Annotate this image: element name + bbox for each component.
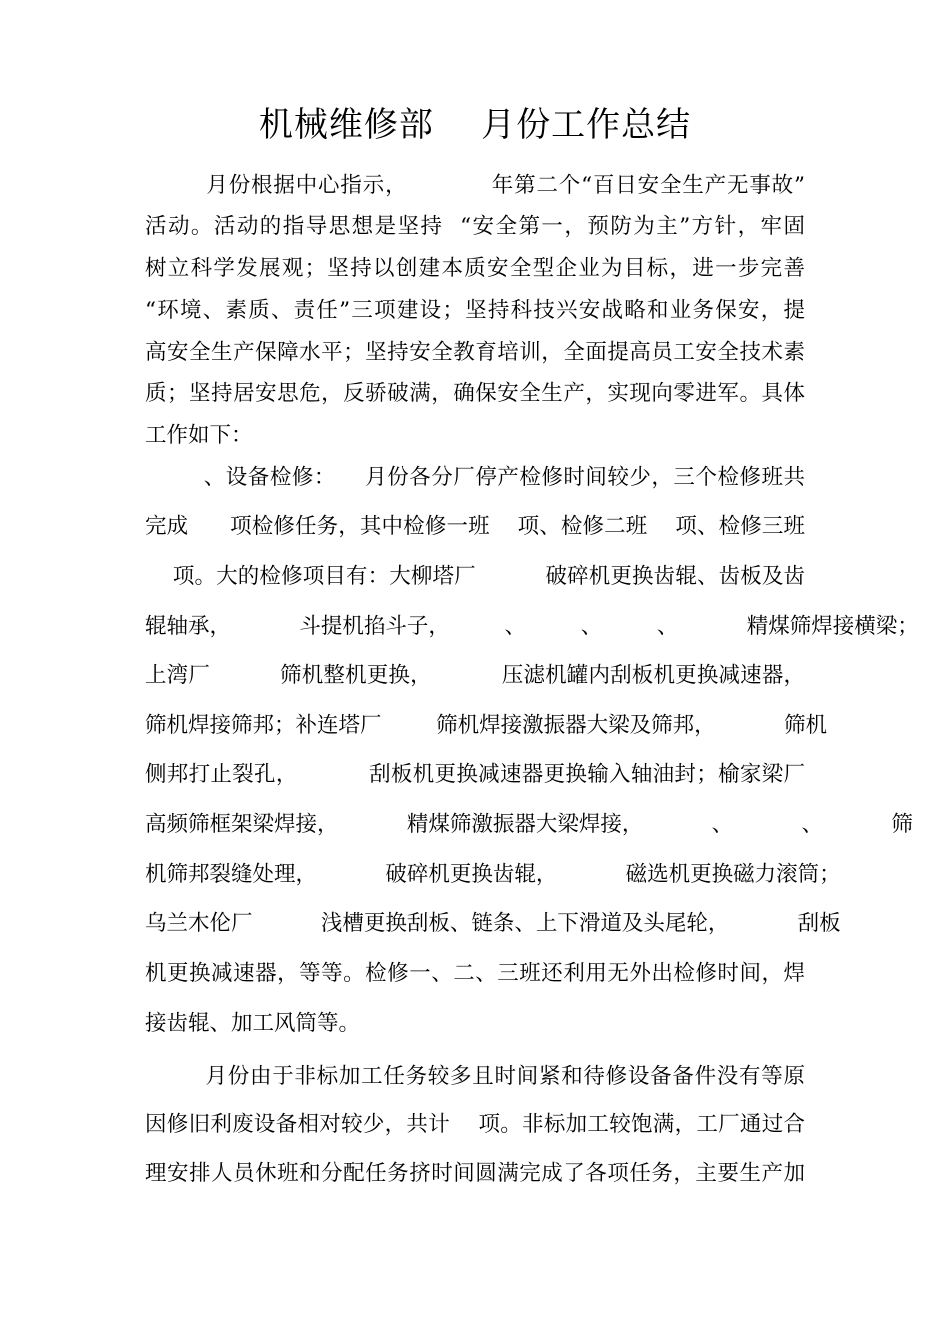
paragraph-line: 工作如下：: [145, 423, 253, 448]
paragraph-line: 因修旧利废设备相对较少，共计 项。非标加工较饱满，工厂通过合: [145, 1112, 805, 1137]
document-title: 机械维修部 月份工作总结: [258, 105, 692, 145]
paragraph-line: 辊轴承， 斗提机掐斗子， 、 、 、 精煤筛焊接横梁；: [145, 614, 919, 639]
paragraph-line: 月份由于非标加工任务较多且时间紧和待修设备备件没有等原: [145, 1064, 805, 1089]
paragraph-line: 树立科学发展观；坚持以创建本质安全型企业为目标，进一步完善: [145, 256, 805, 281]
paragraph-line: 完成 项检修任务，其中检修一班 项、检修二班 项、检修三班: [145, 514, 805, 539]
paragraph-line: 、设备检修： 月份各分厂停产检修时间较少，三个检修班共: [145, 465, 805, 490]
paragraph-line: 机更换减速器，等等。检修一、二、三班还利用无外出检修时间，焊: [145, 961, 805, 986]
paragraph-line: 质；坚持居安思危，反骄破满，确保安全生产，实现向零进军。具体: [145, 381, 805, 406]
paragraph-line: 项。大的检修项目有：大柳塔厂 破碎机更换齿辊、齿板及齿: [145, 564, 805, 589]
paragraph-line: 接齿辊、加工风筒等。: [145, 1011, 361, 1036]
paragraph-line: 侧邦打止裂孔， 刮板机更换减速器更换输入轴油封；榆家梁厂: [145, 762, 805, 787]
paragraph-line: 筛机焊接筛邦；补连塔厂 筛机焊接激振器大梁及筛邦， 筛机: [145, 713, 828, 738]
paragraph-line: 上湾厂 筛机整机更换， 压滤机罐内刮板机更换减速器，: [145, 663, 805, 688]
paragraph-line: 理安排人员休班和分配任务挤时间圆满完成了各项任务，主要生产加: [145, 1161, 805, 1186]
paragraph-line: 机筛邦裂缝处理， 破碎机更换齿辊， 磁选机更换磁力滚筒；: [145, 862, 841, 887]
paragraph-line: 高安全生产保障水平；坚持安全教育培训，全面提高员工安全技术素: [145, 340, 805, 365]
paragraph-line: “环境、素质、责任”三项建设；坚持科技兴安战略和业务保安，提: [145, 298, 805, 323]
paragraph-line: 月份根据中心指示， 年第二个“百日安全生产无事故”: [145, 173, 805, 198]
paragraph-line: 活动。活动的指导思想是坚持 “安全第一，预防为主”方针，牢固: [145, 214, 805, 239]
paragraph-line: 乌兰木伦厂 浅槽更换刮板、链条、上下滑道及头尾轮， 刮板: [145, 911, 841, 936]
paragraph-line: 高频筛框架梁焊接， 精煤筛激振器大梁焊接， 、 、 筛: [145, 812, 913, 837]
